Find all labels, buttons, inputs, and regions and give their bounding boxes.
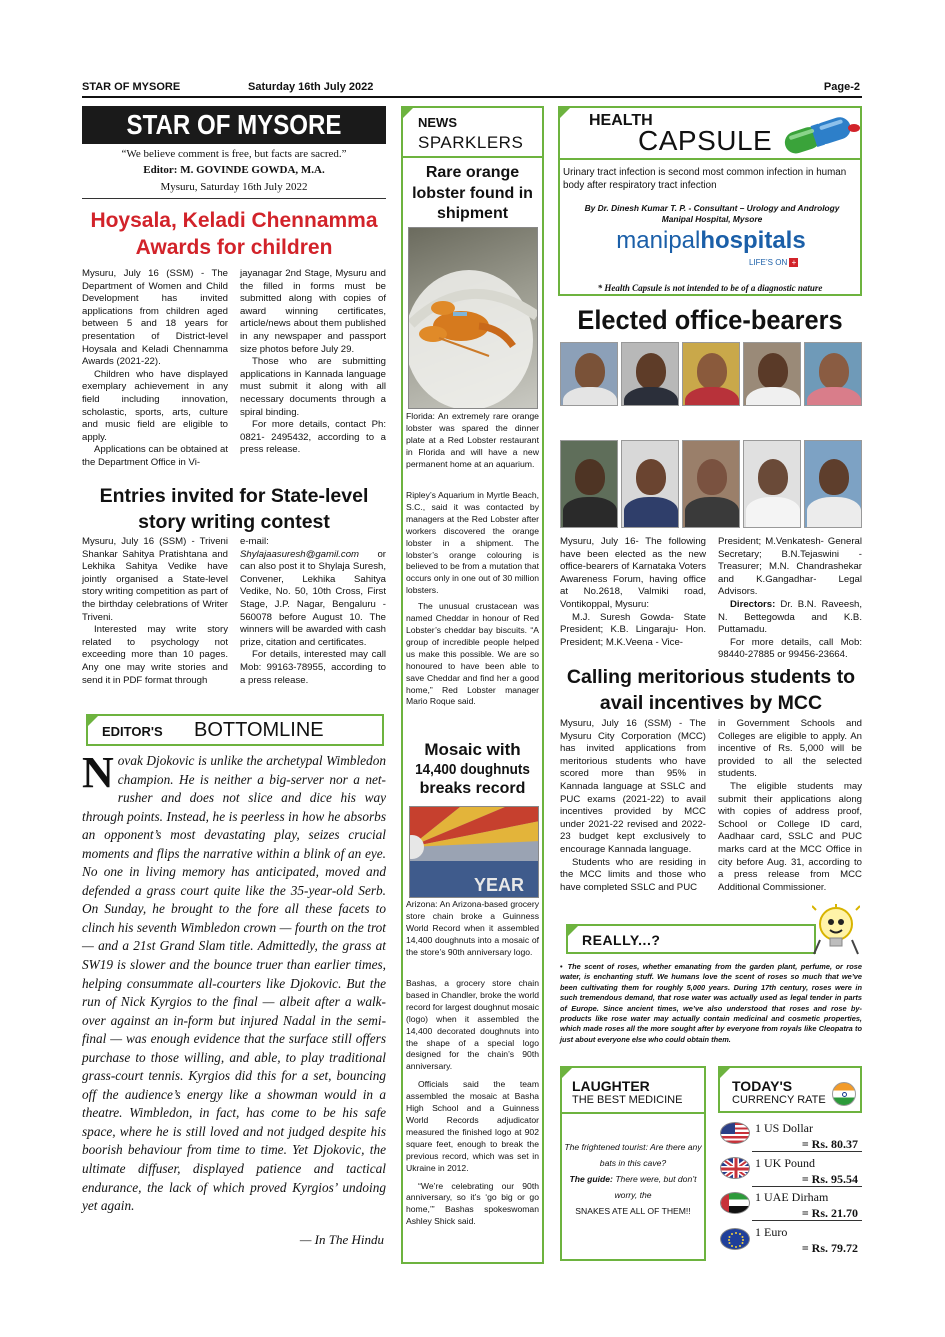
- portrait-photo: [621, 342, 679, 406]
- mcc-headline: Calling meritorious students to avail incentives by MCC: [566, 666, 856, 714]
- header-date: Saturday 16th July 2022: [248, 81, 374, 93]
- lobster-headline: Rare orange lobster found in shipment: [412, 164, 533, 222]
- rate-divider: [752, 1186, 862, 1187]
- editorial-banner-title: STAR OF MYSORE: [126, 109, 342, 140]
- editorial-dateline: Mysuru, Saturday 16th July 2022: [160, 181, 308, 193]
- rate-unit: 1 UK Pound: [755, 1156, 816, 1170]
- really-body: The scent of roses, whether emanating from the garden plant, perfume, or rose water, is enchanting stuff. We humans love the scent of roses so much that we’ve been cultivating them for roughly 5,000 years. During 17th century, roses were in such tremendous demand, that rose water was actually used as legal tender in parts of Europe. Since ancient times, we’ve also understood that roses and rose by-products like rose water may actually contain medicinal and cosmetic properties, which made roses all the more sought after by everyone from royals like Cleopatra to just about everyone else who could obtain them.: [560, 962, 862, 1044]
- rate-divider: [752, 1220, 862, 1221]
- laughter-answer-label: The guide:: [569, 1174, 613, 1184]
- editorial-banner: [82, 106, 386, 144]
- office-col2: [718, 536, 862, 662]
- mosaic-body: [406, 978, 539, 1228]
- health-disclaimer: * Health Capsule is not intended to be of a diagnostic nature: [597, 283, 823, 293]
- laughter-label: THE BEST MEDICINE: [572, 1094, 683, 1106]
- health-label: CAPSULE: [638, 125, 773, 156]
- mcc-col1-para: Mysuru, July 16 (SSM) - The Mysuru City Corporation (MCC) has invited applications from meritorious students who have scored more than 95% in Kannada language at SSLC and PUC exams (2021-22) to avail incentives provided by MCC under 2021-22 revised and 2022-23 budget kept exclusively to encourage Kannada language.: [560, 718, 706, 855]
- lobster-photo: [408, 227, 538, 409]
- mcc-col2: [718, 718, 862, 894]
- bottomline-dropcap: N: [82, 748, 114, 797]
- doughnut-mosaic-illustration: [410, 807, 539, 898]
- rate-value: = Rs. 21.70: [801, 1206, 858, 1220]
- manipal-logo-b: hospitals: [700, 227, 806, 254]
- us-flag-icon: [720, 1122, 750, 1144]
- really-text: [560, 962, 862, 1045]
- laughter-header-rule: [560, 1112, 706, 1114]
- editorial-editor: Editor: M. GOVINDE GOWDA, M.A.: [143, 164, 325, 176]
- header-page-number: Page-2: [823, 81, 860, 93]
- hoysala-col2-para: Those who are submitting applications in Kannada language must submit it along with all necessary documents through a spiral binding.: [240, 356, 386, 418]
- story-headline: Entries invited for State-level story writing contest: [99, 485, 369, 533]
- bottomline-label-box: [86, 714, 384, 746]
- mosaic-body-para: Bashas, a grocery store chain based in Chandler, broke the world record for largest doughnut mosaic (logo) when it assembled the 14,400 decorated doughnuts into the shape of a special logo designed for the chain’s 90th anniversary.: [406, 978, 539, 1072]
- mcc-col2-para: in Government Schools and Colleges are eligible to apply. An incentive of Rs. 5,000 will be provided to all the selected students.: [718, 718, 862, 780]
- office-col2-para: President; M.Venkatesh- General Secretary; B.N.Tejaswini - Treasurer; M.N. Chandrashekar and K.Gangadhar- Legal Advisors.: [718, 536, 862, 598]
- laughter-answer: There were, but don’t worry, the: [614, 1174, 697, 1200]
- really-label-box: [566, 924, 816, 954]
- capsule-pill-icon: [778, 114, 860, 158]
- office-col1-para: M.J. Suresh Gowda- State President; K.B. Lingaraju- Hon. President; M.K.Veena - Vice-: [560, 611, 706, 648]
- editorial-motto: “We believe comment is free, but facts are sacred.”: [121, 148, 347, 160]
- manipal-tagline-text: LIFE’S ON: [749, 258, 788, 267]
- mosaic-headline-line3: breaks record: [419, 780, 526, 797]
- office-col1-para: Mysuru, July 16- The following have been elected as the new office-bearers of Karnataka Voters Awareness Forum, having office at No.2618, Valmiki road, Vontikoppal, Mysuru:: [560, 536, 706, 610]
- rate-value: = Rs. 80.37: [801, 1137, 858, 1151]
- lightbulb-icon: [812, 904, 860, 958]
- eu-flag-icon: [720, 1228, 750, 1250]
- uae-flag-icon: [720, 1192, 750, 1214]
- portrait-photo: [804, 342, 862, 406]
- office-col2-para: For more details, call Mob: 98440-27885 or 99456-23664.: [718, 636, 862, 661]
- rate-unit: 1 Euro: [755, 1225, 788, 1239]
- news-label: SPARKLERS: [418, 133, 524, 152]
- rate-value: = Rs. 79.72: [801, 1241, 858, 1255]
- bottomline-source: — In The Hindu: [299, 1232, 384, 1247]
- lobster-body-para: The unusual crustacean was named Cheddar in honour of Red Lobster’s cheddar bay biscuits. “A group of incredible people helped us make this possible. We are so honoured to have been able to save Cheddar and find her a good home,” Red Lobster manager Mario Roque said.: [406, 601, 539, 707]
- editorial-divider: [82, 198, 386, 199]
- lobster-body: [406, 490, 539, 708]
- india-flag-icon: [832, 1082, 856, 1106]
- really-bullet: •: [560, 962, 563, 971]
- mosaic-photo: [409, 806, 539, 898]
- hoysala-col1-para: Children who have displayed exemplary achievement in any field including innovation, scholastic, sports, arts, culture and music field are eligible to apply.: [82, 368, 228, 443]
- really-label: REALLY...?: [582, 932, 661, 948]
- rate-value: = Rs. 95.54: [801, 1172, 858, 1186]
- mcc-col1: [560, 718, 706, 894]
- story-col1: [82, 536, 228, 687]
- lobster-body-para: Ripley’s Aquarium in Myrtle Beach, S.C., said it was contacted by managers at the Red Lobster after workers discovered the orange lobster in a shipment. The lobster’s orange colouring is believed to be from a mutation that occurs only in one out of 30 million lobsters.: [406, 490, 539, 596]
- mosaic-photo-text: YEAR: [474, 875, 525, 895]
- manipal-tagline: [749, 258, 798, 267]
- page-header: [82, 78, 862, 98]
- portrait-photo: [621, 440, 679, 528]
- laughter-punchline: SNAKES ATE ALL OF THEM!!: [575, 1206, 691, 1216]
- office-headline: Elected office-bearers: [577, 305, 843, 335]
- portrait-photo: [560, 440, 618, 528]
- health-label-bold: HEALTH: [589, 112, 653, 129]
- story-col2: [240, 536, 386, 687]
- mcc-col2-para: The eligible students may submit their applications along with copies of address proof, School or College ID card, Aadhaar card, SSLC and PUC marks card at the MCC Office in city before Aug. 31, according to a press release from MCC Additional Commissioner.: [718, 780, 862, 893]
- manipal-logo-a: manipal: [616, 227, 701, 254]
- hoysala-col2-para: jayanagar 2nd Stage, Mysuru and the filled in forms must be submitted along with copies of award winning certificates, article/news about them published in any newspaper and passport size photos before July 29.: [240, 268, 386, 355]
- mosaic-headline-line2: 14,400 doughnuts: [415, 761, 530, 778]
- currency-label: CURRENCY RATE: [732, 1094, 826, 1106]
- office-col1: [560, 536, 706, 649]
- hoysala-col1: [82, 268, 228, 470]
- uk-flag-graphic: [721, 1158, 750, 1179]
- portrait-photo: [682, 342, 740, 406]
- story-email-link[interactable]: Shylajaasuresh@gamil.com: [240, 548, 360, 560]
- news-sparklers-header: [401, 106, 544, 158]
- uk-flag-icon: [720, 1157, 750, 1179]
- bottomline-body: ovak Djokovic is unlike the archetypal Wimbledon champion. He is neither a big-server nor a net-rusher and does not slice and dice his way through points. Instead, he is peerless in how he absorbs an opponent’s most devastating play, seizes crucial moments and flips the narrative within a blink of an eye. No one in living memory has anticipated, moved and defended a grass court quite like the 35-year-old Serb. On Sunday, he brought to the fore all these facets to clinch his seventh Wimbledon crown — fourth on the trot — and a 21st Grand Slam title. Admittedly, the grass at SW19 is slower and the bounce truer than earlier times, helping consummate all-courters like Djokovic. But the run of Nick Kyrgios to the final — albeit after a walk-over against an in-form but injured Nadal in the semi-final — was enough evidence that the surface still offers purchase to those willing, and able, to play traditional grass-court tennis. Kyrgios did this for a set, bouncing off the audience’s energy like a showman would in a theatre. Wimbledon, in fact, has come to be his safe space, where he is still loved and not judged despite his boorish behaviour from time to time. Yet Djokovic, the ultimate diffuser, displayed patience and tactical endurance, the lack of which proved Kyrgios’ undoing yet again.: [82, 753, 386, 1214]
- lightbulb-cartoon-icon: [812, 904, 860, 958]
- green-corner: [718, 1066, 732, 1080]
- hoysala-col1-para: Mysuru, July 16 (SSM) - The Department of Women and Child Development has invited applications from children aged between 5 and 18 years for presentation of District-level Hoysala and Keladi Chennamma Awards (2021-22).: [82, 268, 228, 368]
- green-corner: [566, 924, 580, 938]
- portrait-photo: [743, 440, 801, 528]
- story-col2-text: or can also post it to Shylaja Suresh, Convener, Lekhika Sahitya Vedike, No. 50, 10th Cross, First Stage, J.P. Nagar, Bengaluru - 560078 before August 10. The winners will be awarded with cash prize, citation and certificates.: [240, 548, 386, 648]
- story-col2-para: For details, interested may call Mob: 99163-78955, according to a press release.: [240, 649, 386, 686]
- health-text: Urinary tract infection is second most common infection in human body after respiratory tract infection: [563, 167, 847, 191]
- mcc-col1-para: Students who are residing in the MCC limits and those who have completed SSLC and PUC: [560, 856, 706, 893]
- portrait-photo: [743, 342, 801, 406]
- portrait-photo: [560, 342, 618, 406]
- laughter-joke: [564, 1139, 702, 1219]
- bottomline-label: BOTTOMLINE: [194, 719, 324, 741]
- rate-divider: [752, 1151, 862, 1152]
- rate-unit: 1 UAE Dirham: [755, 1190, 829, 1204]
- mosaic-headline: [406, 740, 539, 798]
- story-col1-para: Interested may write story related to psychology not exceeding more than 10 pages. Any one may write stories and send it in PDF format through: [82, 624, 228, 686]
- mosaic-body-para: Officials said the team assembled the mosaic at Basha High School and a Guinness World Records adjudicator measured the finished logo at 902 square feet, enough to break the previous record, which was set in Ukraine in 2012.: [406, 1079, 539, 1173]
- lobster-caption: Florida: An extremely rare orange lobster was spared the dinner plate at a Red Lobster restaurant in Florida and will have a new permanent home at an aquarium.: [406, 411, 539, 469]
- portrait-photo: [804, 440, 862, 528]
- mosaic-headline-line1: Mosaic with: [424, 740, 521, 759]
- rate-unit: 1 US Dollar: [755, 1121, 813, 1135]
- laughter-question: The frightened tourist: Are there any bats in this cave?: [564, 1142, 702, 1168]
- lobster-illustration: [409, 228, 538, 409]
- plus-icon: +: [789, 258, 798, 267]
- hoysala-col2-para: For more details, contact Ph: 0821- 2495432, according to a press release.: [240, 419, 386, 456]
- green-corner: [401, 106, 415, 120]
- hoysala-col2: [240, 268, 386, 457]
- office-directors: Dr. B.N. Raveesh, N. Bettegowda and K.B. Puttamadu.: [718, 598, 862, 636]
- hoysala-col1-para: Applications can be obtained at the Department Office in Vi-: [82, 444, 228, 468]
- hoysala-headline: Hoysala, Keladi Chennamma Awards for children: [90, 209, 378, 259]
- capsule-icon: [778, 114, 860, 158]
- story-email-label: e-mail:: [240, 536, 269, 547]
- mosaic-caption: Arizona: An Arizona-based grocery store chain broke a Guinness World Record when it assembled 14,400 doughnuts into a mosaic of the store’s 90th anniversary logo.: [406, 899, 539, 957]
- bottomline-text: [82, 748, 386, 1216]
- news-label-bold: NEWS: [418, 115, 457, 130]
- office-directors-label: Directors:: [730, 598, 776, 610]
- currency-label-bold: TODAY'S: [732, 1078, 793, 1094]
- portrait-photo: [682, 440, 740, 528]
- manipal-logo: [606, 227, 816, 255]
- eu-flag-stars: [721, 1229, 750, 1250]
- laughter-label-bold: LAUGHTER: [572, 1078, 650, 1094]
- header-masthead: STAR OF MYSORE: [82, 81, 181, 93]
- green-corner: [86, 714, 100, 728]
- green-corner: [558, 106, 572, 120]
- health-byline: By Dr. Dinesh Kumar T. P. - Consultant – Urology and Andrology Manipal Hospital, Mysore: [584, 203, 840, 224]
- mosaic-body-para: “We’re celebrating our 90th anniversary, so it’s ‘go big or go home,’” Bashas spokeswoman Ashley Shick said.: [406, 1180, 539, 1227]
- health-header-rule: [558, 158, 862, 160]
- story-col1-para: Mysuru, July 16 (SSM) - Triveni Shankar Sahitya Pratishtana and Lekhika Sahitya Vedike have jointly organised a State-level story writing competition as part of the birthday celebrations of Writer Triveni.: [82, 536, 228, 623]
- bottomline-label-bold: EDITOR'S: [102, 724, 163, 739]
